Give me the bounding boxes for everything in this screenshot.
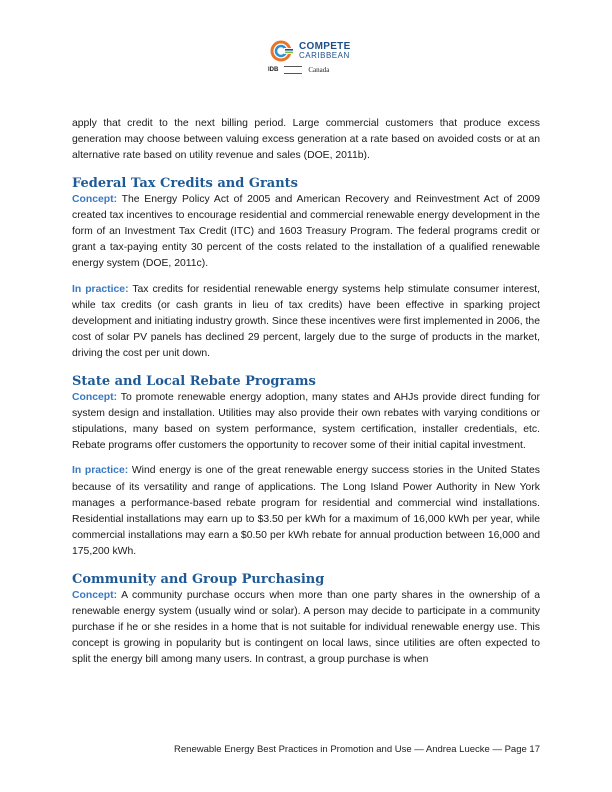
concept-label: Concept: (72, 589, 118, 601)
practice-paragraph (72, 463, 540, 560)
intro-paragraph: apply that credit to the next billing period. Large commercial customers that produce excess generation may choose between valuing excess generation at a rate based on avoided costs or at an alternative rate based on utility revenue and sales (DOE, 2011b). (72, 118, 540, 162)
section-heading-federal-tax-credits: Federal Tax Credits and Grants (72, 175, 299, 191)
page-body (72, 116, 540, 669)
concept-text: The Energy Policy Act of 2005 and American Recovery and Reinvestment Act of 2009 created tax incentives to encourage residential and commercial renewable energy development in the form of an Investment Tax Credit (ITC) and 1603 Treasury Program. The federal programs credit or grant a tax-paying entity 30 percent of the costs related to the installation of a qualified renewable energy system (DOE, 2011c). (72, 193, 540, 270)
partner-logos (268, 66, 329, 74)
partner-logo-middle (284, 66, 302, 74)
concept-paragraph (72, 192, 540, 273)
practice-text: Wind energy is one of the great renewable energy success stories in the United States because of its versatility and range of applications. The Long Island Power Authority in New York manages a performance-based rebate program for residential and commercial wind installations. Residential installations may earn up to $3.50 per kWh for a maximum of 16,000 kWh per year, while commercial installations may earn a $0.50 per kWh rebate for annual production between 16,000 and 175,200 kWh. (72, 465, 540, 558)
practice-label: In practice: (72, 465, 129, 477)
compete-caribbean-emblem-icon (270, 40, 296, 62)
concept-text: A community purchase occurs when more than one party shares in the ownership of a renewable energy system (usually wind or solar). A person may decide to participate in a community purchase if he or she resides in a home that is not suitable for individual renewable energy use. This concept is growing in popularity but is contingent on local laws, since utilities are often expected to split the energy bill among many users. In contrast, a group purchase is when (72, 589, 540, 666)
practice-text: Tax credits for residential renewable energy systems help stimulate consumer interest, while tax credits (or cash grants in lieu of tax credits) have been effective in sparking project development and initiating industry growth. Since these incentives were first implemented in 2006, the cost of solar PV panels has declined 29 percent, largely due to the surge of products in the market, driving the cost per unit down. (72, 283, 540, 360)
section-heading-state-local-rebates: State and Local Rebate Programs (72, 373, 316, 389)
concept-text: To promote renewable energy adoption, many states and AHJs provide direct funding for system design and installation. Utilities may also provide their own rebates with varying conditions or stipulations, many based on system performance, system certification, installer credentials, etc. Rebate programs offer customers the opportunity to recover some of their initial capital investment. (72, 391, 540, 452)
canada-logo: Canada (308, 66, 330, 74)
page-footer: Renewable Energy Best Practices in Promotion and Use — Andrea Luecke — Page 17 (174, 744, 540, 755)
page-header (0, 36, 612, 86)
compete-caribbean-logo (270, 40, 351, 62)
practice-paragraph (72, 282, 540, 363)
concept-label: Concept: (72, 193, 118, 205)
logo-line-2: CARIBBEAN (299, 51, 350, 60)
section-heading-community-group-purchasing: Community and Group Purchasing (72, 571, 325, 587)
practice-label: In practice: (72, 283, 129, 295)
concept-paragraph (72, 390, 540, 455)
concept-paragraph (72, 588, 540, 669)
logo-line-1: COMPETE (299, 41, 351, 52)
concept-label: Concept: (72, 391, 118, 403)
logo-wordmark (299, 42, 351, 60)
idb-logo: IDB (268, 67, 279, 73)
